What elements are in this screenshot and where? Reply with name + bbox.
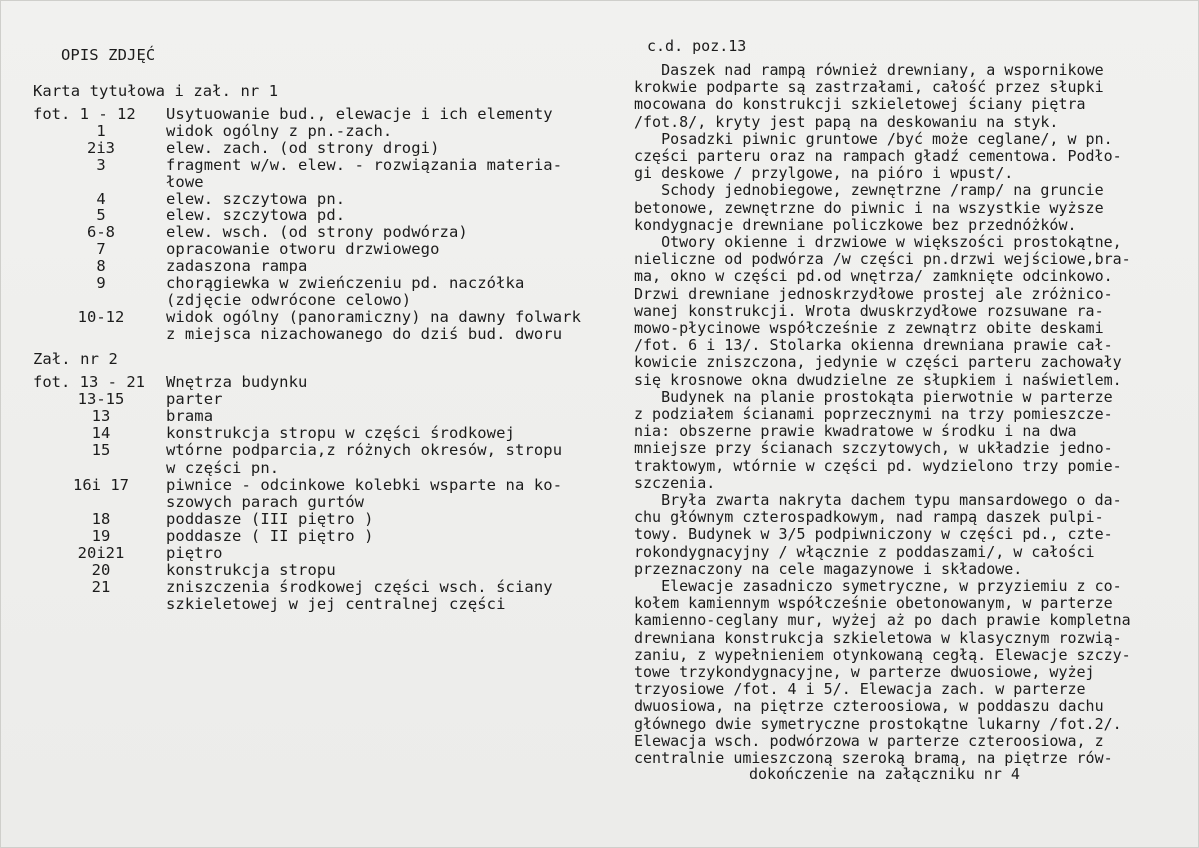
photo-number: 4 xyxy=(96,189,106,208)
text-line: przeznaczony na cele magazynowe i składowe. xyxy=(634,559,1023,578)
text-line: kowicie zniszczona, jedynie w części parteru zachowały xyxy=(634,353,1122,372)
text-line: /fot.8/, kryty jest papą na deskowaniu na styk. xyxy=(634,112,1059,131)
photo-number: fot. 1 - 12 xyxy=(33,105,136,123)
photo-description: konstrukcja stropu w części środkowej xyxy=(166,424,515,443)
text-line: traktowym, wtórnie w części pd. wydzielono trzy pomie- xyxy=(634,456,1122,475)
photo-description: z miejsca nizachowanego do dziś bud. dworu xyxy=(166,324,563,343)
photo-description: zadaszona rampa xyxy=(166,257,308,276)
photo-number: 8 xyxy=(96,257,106,276)
photo-description: piętro xyxy=(166,544,223,562)
text-line: Elewacja wsch. podwórzowa w parterze czteroosiowa, z xyxy=(634,731,1104,750)
photo-description: parter xyxy=(166,390,223,409)
photo-description: wtórne podparcia,z różnych okresów, stropu xyxy=(166,441,563,460)
text-line: chu głównym czterospadkowym, nad rampą daszek pulpi- xyxy=(634,508,1104,527)
photo-number: 19 xyxy=(91,526,111,545)
photo-number: 13 xyxy=(91,407,111,426)
text-line: nia: obszerne prawie kwadratowe w środku i na dwa xyxy=(634,422,1077,441)
text-line: trzyosiowe /fot. 4 i 5/. Elewacja zach. w parterze xyxy=(634,680,1086,699)
photo-description: elew. zach. (od strony drogi) xyxy=(166,138,440,157)
photo-description: poddasze (III piętro ) xyxy=(166,509,374,528)
text-line: kołem kamiennym współcześnie obetonowanym, w parterze xyxy=(634,594,1113,613)
photo-description: szkieletowej w jej centralnej części xyxy=(166,595,506,614)
photo-description: elew. szczytowa pd. xyxy=(166,206,346,225)
text-line: Budynek na planie prostokąta pierwotnie w parterze xyxy=(634,387,1113,406)
text-line: towe trzykondygnacyjne, w parterze dwuosiowe, wyżej xyxy=(634,663,1095,681)
photo-number: 18 xyxy=(91,509,111,528)
photo-number: 10-12 xyxy=(77,307,125,326)
text-line: mocowana do konstrukcji szkieletowej ściany piętra xyxy=(634,95,1086,114)
photo-number: 20 xyxy=(91,561,111,580)
text-line: Posadzki piwnic gruntowe /być może ceglane/, w pn. xyxy=(634,129,1113,148)
text-line: Schody jednobiegowe, zewnętrzne /ramp/ na gruncie xyxy=(634,181,1104,200)
photo-number: 16i 17 xyxy=(73,475,129,494)
text-line: krokwie podparte są zastrzałami, całość przez słupki xyxy=(634,78,1104,97)
text-line: się krosnowe okna dwudzielne ze słupkiem i naświetlem. xyxy=(634,370,1122,389)
text-line: towy. Budynek w 3/5 podpiwniczony w części pd., czte- xyxy=(634,525,1113,544)
text-line: głównego dwie symetryczne prostokątne lukarny /fot.2/. xyxy=(634,714,1122,733)
photo-description: chorągiewka w zwieńczeniu pd. naczółka xyxy=(166,274,525,292)
photo-description: opracowanie otworu drzwiowego xyxy=(166,240,440,259)
right-heading: c.d. poz.13 xyxy=(647,37,747,55)
text-line: betonowe, zewnętrzne do piwnic i na wszystkie wyższe xyxy=(634,198,1104,217)
photo-number: 3 xyxy=(96,155,106,174)
photo-number: 5 xyxy=(96,206,106,225)
text-line: drewniana konstrukcja szkieletowa w klasycznym rozwią- xyxy=(634,628,1122,647)
photo-description: fragment w/w. elew. - rozwiązania materia- xyxy=(166,155,563,174)
text-line: kondygnacje drewniane policzkowe bez przednóżków. xyxy=(634,215,1077,234)
photo-description: szowych parach gurtów xyxy=(166,492,365,511)
photo-description: widok ogólny (panoramiczny) na dawny folwark xyxy=(166,307,581,326)
text-line: części parteru oraz na rampach gładź cementowa. Podło- xyxy=(634,147,1122,165)
photo-description: Wnętrza budynku xyxy=(166,373,308,391)
photo-number: 1 xyxy=(96,121,106,140)
text-line: dwuosiowa, na piętrze czteroosiowa, w poddaszu dachu xyxy=(634,697,1104,716)
photo-description: w części pn. xyxy=(166,458,280,477)
photo-number: 21 xyxy=(91,578,111,597)
photo-description: Usytuowanie bud., elewacje i ich elementy xyxy=(166,105,553,123)
text-line: gi deskowe / przylgowe, na pióro i wpust/. xyxy=(634,164,1014,183)
photo-description: widok ogólny z pn.-zach. xyxy=(166,121,393,140)
photo-number: 14 xyxy=(91,424,111,443)
text-line: rokondygnacyjny / włącznie z poddaszami/, w całości xyxy=(634,542,1095,561)
photo-number: 6-8 xyxy=(87,223,115,242)
photo-description: zniszczenia środkowej części wsch. ściany xyxy=(166,578,553,597)
photo-description: (zdjęcie odwrócone celowo) xyxy=(166,290,412,309)
text-line: Otwory okienne i drzwiowe w większości prostokątne, xyxy=(634,233,1122,251)
photo-description: piwnice - odcinkowe kolebki wsparte na ko- xyxy=(166,475,563,494)
photo-number: fot. 13 - 21 xyxy=(33,373,145,391)
photo-number: 20i21 xyxy=(77,544,125,562)
photo-number: 7 xyxy=(96,240,106,259)
text-line: szczenia. xyxy=(634,473,716,492)
photo-number: 9 xyxy=(96,274,106,292)
text-line: zaniu, z wypełnieniem otynkowaną cegłą. Elewacje szczy- xyxy=(634,645,1131,664)
document-title: OPIS ZDJĘĆ xyxy=(61,46,156,64)
text-line: kamienno-ceglany mur, wyżej aż po dach prawie kompletna xyxy=(634,611,1131,630)
section1-heading: Karta tytułowa i zał. nr 1 xyxy=(33,82,279,100)
text-line: Elewacje zasadniczo symetryczne, w przyziemiu z co- xyxy=(634,577,1122,595)
section2-heading: Zał. nr 2 xyxy=(33,350,118,368)
text-line: /fot. 6 i 13/. Stolarka okienna drewniana prawie cał- xyxy=(634,336,1113,355)
text-line: Daszek nad rampą również drewniany, a wspornikowe xyxy=(634,61,1104,79)
text-line: z podziałem ścianami poprzecznymi na trzy pomieszcze- xyxy=(634,405,1113,423)
text-line: mniejsze przy ścianach szczytowych, w układzie jedno- xyxy=(634,439,1113,458)
footer-note: dokończenie na załączniku nr 4 xyxy=(749,765,1020,783)
text-line: mowo-płycinowe współcześnie z zewnątrz obite deskami xyxy=(634,319,1104,337)
text-line: centralnie umieszczoną szeroką bramą, na piętrze rów- xyxy=(634,749,1113,767)
photo-description: łowe xyxy=(166,172,204,191)
text-line: nieliczne od podwórza /w części pn.drzwi wejściowe,bra- xyxy=(634,250,1131,269)
text-line: wanej konstrukcji. Wrota dwuskrzydłowe rozsuwane ra- xyxy=(634,301,1104,320)
text-line: Drzwi drewniane jednoskrzydłowe prostej ale zróżnico- xyxy=(634,284,1113,303)
photo-number: 13-15 xyxy=(77,390,125,409)
photo-description: konstrukcja stropu xyxy=(166,561,336,580)
text-line: ma, okno w części pd.od wnętrza/ zamknięte odcinkowo. xyxy=(634,267,1113,286)
photo-description: poddasze ( II piętro ) xyxy=(166,526,374,545)
photo-description: brama xyxy=(166,407,214,426)
photo-description: elew. wsch. (od strony podwórza) xyxy=(166,223,468,242)
photo-description: elew. szczytowa pn. xyxy=(166,189,346,208)
photo-number: 15 xyxy=(91,441,111,460)
text-line: Bryła zwarta nakryta dachem typu mansardowego o da- xyxy=(634,491,1122,509)
photo-number: 2i3 xyxy=(87,138,115,157)
